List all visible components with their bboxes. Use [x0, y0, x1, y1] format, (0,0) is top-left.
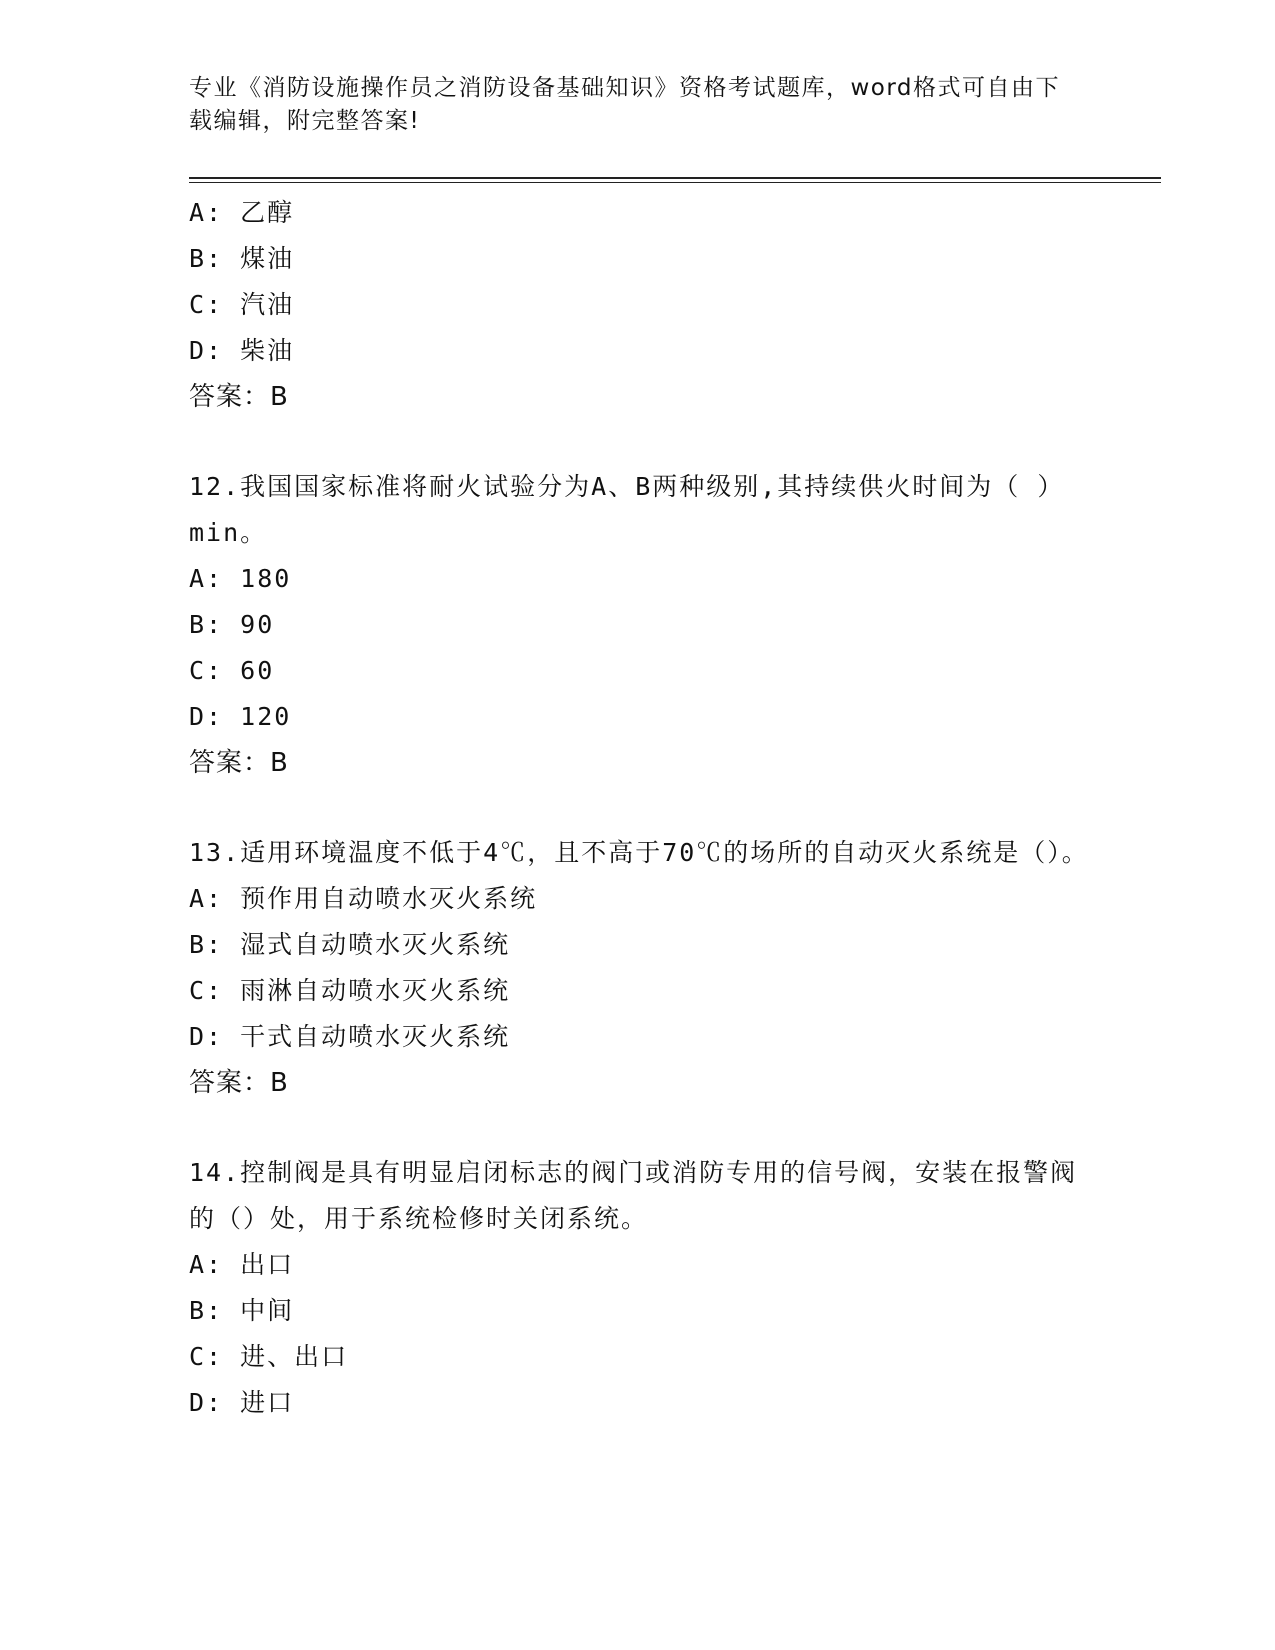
question-list	[189, 190, 1089, 1426]
document-header	[189, 72, 1079, 138]
option-d: D: 柴油	[189, 336, 295, 365]
option-d: D: 干式自动喷水灭火系统	[189, 1022, 511, 1051]
option-a: A: 出口	[189, 1250, 295, 1279]
option-a: A: 乙醇	[189, 198, 295, 227]
header-divider-thin	[189, 182, 1161, 183]
option-c: C: 雨淋自动喷水灭火系统	[189, 976, 511, 1005]
answer-text: 答案：B	[189, 382, 289, 412]
option-a: A: 180	[189, 564, 292, 593]
question-block-12	[189, 464, 1089, 786]
option-a: A: 预作用自动喷水灭火系统	[189, 884, 538, 913]
option-b: B: 中间	[189, 1296, 295, 1325]
option-c: C: 60	[189, 656, 275, 685]
question-stem: 13.适用环境温度不低于4℃，且不高于70℃的场所的自动灭火系统是（）。	[189, 838, 1089, 867]
answer-text: 答案：B	[189, 748, 289, 778]
header-intro-text: 专业《消防设施操作员之消防设备基础知识》资格考试题库，word格式可自由下载编辑，附完整答案!	[189, 75, 1061, 134]
answer-text: 答案：B	[189, 1068, 289, 1098]
option-b: B: 煤油	[189, 244, 295, 273]
question-block-13	[189, 830, 1089, 1106]
option-d: D: 进口	[189, 1388, 295, 1417]
question-stem: 12.我国国家标准将耐火试验分为A、B两种级别,其持续供火时间为（ ）min。	[189, 472, 1065, 547]
header-divider-thick	[189, 177, 1161, 179]
question-block-11-tail	[189, 190, 1089, 420]
option-d: D: 120	[189, 702, 292, 731]
option-c: C: 汽油	[189, 290, 295, 319]
option-b: B: 90	[189, 610, 275, 639]
option-b: B: 湿式自动喷水灭火系统	[189, 930, 511, 959]
option-c: C: 进、出口	[189, 1342, 349, 1371]
question-stem: 14.控制阀是具有明显启闭标志的阀门或消防专用的信号阀，安装在报警阀的（）处，用于系统检修时关闭系统。	[189, 1158, 1078, 1233]
question-block-14	[189, 1150, 1089, 1426]
